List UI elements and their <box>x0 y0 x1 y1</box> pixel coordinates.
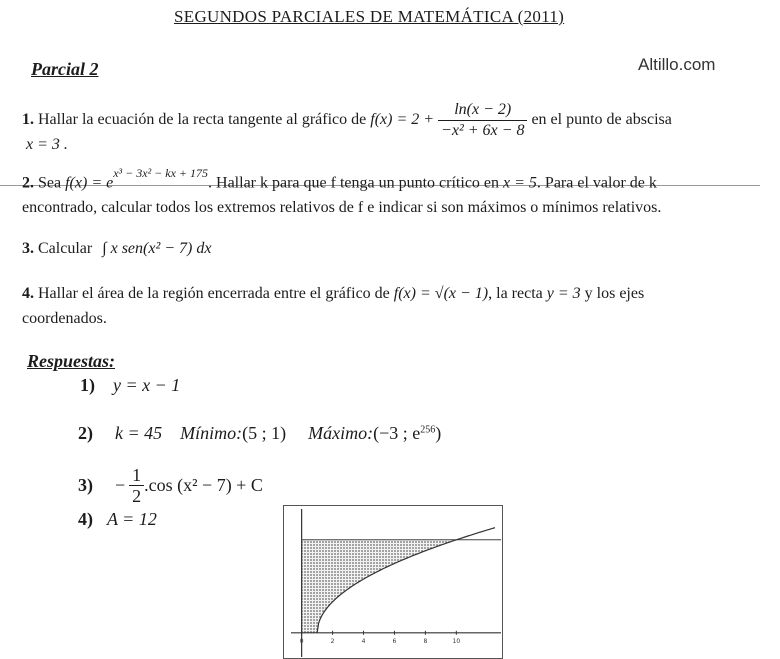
denominator: 2 <box>132 486 142 506</box>
question-number: 4. <box>22 285 34 302</box>
question-2 <box>22 166 657 192</box>
exponent: x³ − 3x² − kx + 175 <box>113 166 209 180</box>
question-3 <box>22 240 211 258</box>
numerator: 1 <box>129 465 144 486</box>
page-title: SEGUNDOS PARCIALES DE MATEMÁTICA (2011) <box>174 7 565 26</box>
integral-expression: ∫ x sen(x² − 7) dx <box>102 240 212 257</box>
x-tick-label: 4 <box>361 637 366 645</box>
x-tick-label: 0 <box>299 637 304 645</box>
line-equation: y = 3 <box>546 285 581 302</box>
question-2-cont: encontrado, calcular todos los extremos relativos de f e indicar si son máximos o mínimos relativos. <box>22 199 662 216</box>
answer-text: y = x − 1 <box>113 375 181 395</box>
answer-sign: − <box>115 475 126 495</box>
answer-number: 1) <box>80 375 95 395</box>
question-text: y los ejes <box>584 285 645 302</box>
question-4 <box>22 285 644 303</box>
fraction <box>438 100 527 141</box>
answer-number: 3) <box>78 475 93 495</box>
answer-text: A = 12 <box>107 509 157 529</box>
answer-2 <box>78 423 441 444</box>
condition: x = 5 <box>503 174 537 192</box>
watermark: Altillo.com <box>638 55 716 74</box>
section-heading: Parcial 2 <box>31 59 99 79</box>
denominator: −x² + 6x − 8 <box>441 122 525 139</box>
x-tick-label: 6 <box>392 637 397 645</box>
question-number: 3. <box>22 240 34 257</box>
maximum-label: Máximo: <box>308 423 374 443</box>
question-text: en el punto de abscisa <box>531 111 672 129</box>
question-number: 1. <box>22 111 34 129</box>
x-tick-label: 8 <box>423 637 428 645</box>
maximum-exponent: 256 <box>420 424 436 436</box>
maximum-value: (−3 ; e <box>373 423 421 443</box>
minimum-value: (5 ; 1) <box>242 423 287 443</box>
question-text: Calcular <box>38 240 93 257</box>
maximum-close: ) <box>435 423 442 443</box>
answer-k: k = 45 <box>115 423 163 443</box>
answer-number: 2) <box>78 423 93 443</box>
question-text: , la recta <box>488 285 543 302</box>
minimum-label: Mínimo: <box>180 423 243 443</box>
question-text: Hallar la ecuación de la recta tangente al gráfico de <box>38 111 367 129</box>
area-graph <box>283 505 503 659</box>
numerator: ln(x − 2) <box>438 100 527 121</box>
function-lhs: f(x) = 2 + <box>370 111 435 129</box>
question-4-cont: coordenados. <box>22 310 107 327</box>
question-text: Hallar el área de la región encerrada entre el gráfico de <box>38 285 390 302</box>
function: f(x) = √(x − 1) <box>393 285 489 302</box>
answers-heading: Respuestas: <box>27 351 116 371</box>
question-text: . Para el valor de k <box>536 174 657 192</box>
question-number: 2. <box>22 174 34 192</box>
question-1 <box>22 100 672 141</box>
x-tick-label: 10 <box>452 637 461 645</box>
answer-text: .cos (x² − 7) + C <box>144 475 263 495</box>
answer-number: 4) <box>78 509 93 529</box>
question-text: Sea <box>38 174 62 192</box>
answer-1 <box>80 375 180 396</box>
question-text: . Hallar k para que f tenga un punto crítico en <box>208 174 500 192</box>
answer-fraction <box>129 465 144 506</box>
question-1-cont: x = 3 . <box>26 136 68 153</box>
answer-4 <box>78 509 157 530</box>
function-base: f(x) = e <box>65 174 114 192</box>
x-tick-label: 2 <box>330 637 335 645</box>
answer-3 <box>78 465 263 506</box>
